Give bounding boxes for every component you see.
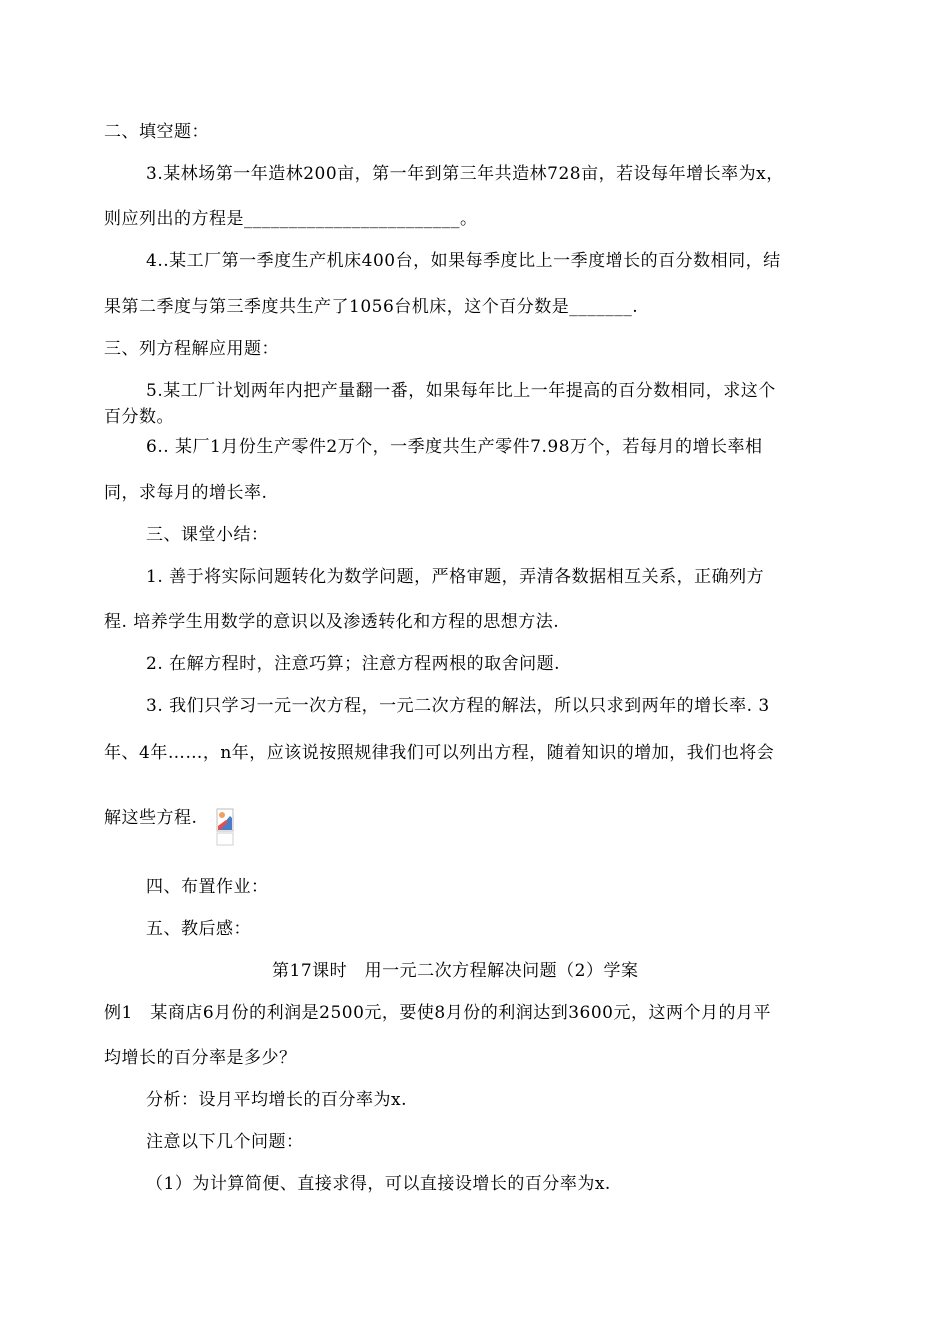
homework-heading: 四、布置作业： — [146, 877, 269, 897]
lesson-title: 第17课时 用一元二次方程解决问题（2）学案 — [272, 961, 639, 981]
notes-heading: 注意以下几个问题： — [146, 1132, 304, 1152]
summary-3-line-1: 3. 我们只学习一元一次方程，一元二次方程的解法，所以只求到两年的增长率. 3 — [146, 696, 770, 716]
question-6-line-2: 同，求每月的增长率. — [104, 483, 268, 503]
example-1-line-2: 均增长的百分率是多少？ — [104, 1048, 297, 1068]
analysis: 分析：设月平均增长的百分率为x. — [146, 1090, 407, 1110]
question-5-line-1: 5.某工厂计划两年内把产量翻一番，如果每年比上一年提高的百分数相同，求这个 — [146, 381, 776, 401]
question-5-line-2: 百分数。 — [104, 407, 174, 427]
reflection-heading: 五、教后感： — [146, 919, 251, 939]
summary-1-line-1: 1. 善于将实际问题转化为数学问题，严格审题，弄清各数据相互关系，正确列方 — [146, 567, 765, 587]
question-6-line-1: 6.. 某厂1月份生产零件2万个，一季度共生产零件7.98万个，若每月的增长率相 — [146, 437, 763, 457]
summary-3-line-3: 解这些方程. — [104, 808, 198, 828]
summary-heading: 三、课堂小结： — [146, 525, 269, 545]
summary-3-line-2: 年、4年……，n年，应该说按照规律我们可以列出方程，随着知识的增加，我们也将会 — [104, 743, 775, 763]
note-1: （1）为计算简便、直接求得，可以直接设增长的百分率为x. — [146, 1174, 611, 1194]
question-3-line-2: 则应列出的方程是________________________。 — [104, 209, 478, 229]
question-4-line-2: 果第二季度与第三季度共生产了1056台机床，这个百分数是_______. — [104, 297, 639, 317]
equation-heading: 三、列方程解应用题： — [104, 339, 279, 359]
summary-1-line-2: 程. 培养学生用数学的意识以及渗透转化和方程的思想方法. — [104, 612, 560, 632]
broken-image-icon — [216, 808, 234, 846]
example-1-line-1: 例1 某商店6月份的利润是2500元，要使8月份的利润达到3600元，这两个月的月平 — [104, 1003, 771, 1023]
summary-2: 2. 在解方程时，注意巧算；注意方程两根的取舍问题. — [146, 654, 561, 674]
fill-blank-heading: 二、填空题： — [104, 122, 209, 142]
question-3-line-1: 3.某林场第一年造林200亩，第一年到第三年共造林728亩，若设每年增长率为x， — [146, 164, 784, 184]
question-4-line-1: 4..某工厂第一季度生产机床400台，如果每季度比上一季度增长的百分数相同，结 — [146, 251, 781, 271]
